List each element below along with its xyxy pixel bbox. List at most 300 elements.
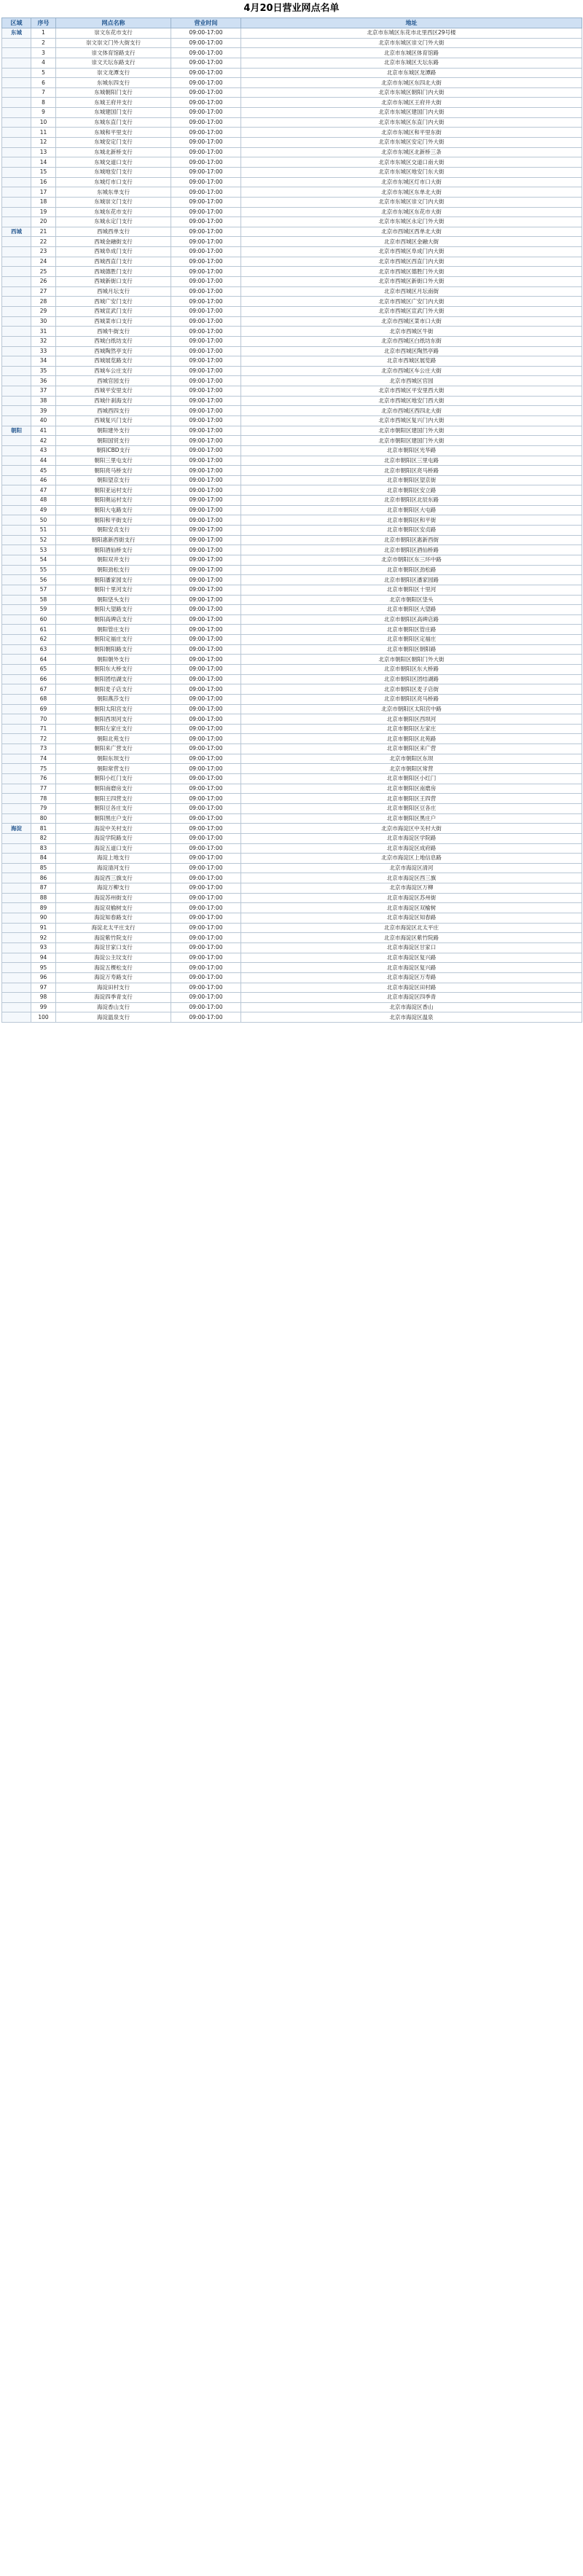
address-cell: 北京市朝阳区亮马桥路 bbox=[241, 694, 582, 704]
table-row bbox=[2, 306, 582, 316]
hours-cell: 09:00-17:00 bbox=[171, 187, 241, 198]
branch-name-cell: 海淀知春路支行 bbox=[56, 913, 171, 924]
table-row bbox=[2, 933, 582, 943]
hours-cell: 09:00-17:00 bbox=[171, 475, 241, 485]
region-cell bbox=[2, 68, 31, 78]
region-cell bbox=[2, 128, 31, 138]
hours-cell: 09:00-17:00 bbox=[171, 496, 241, 506]
address-cell: 北京市西城区金融大街 bbox=[241, 237, 582, 247]
region-cell bbox=[2, 297, 31, 307]
hours-cell: 09:00-17:00 bbox=[171, 893, 241, 903]
table-row bbox=[2, 595, 582, 605]
branch-name-cell: 崇文崇文门外大街支行 bbox=[56, 38, 171, 48]
branch-name-cell: 东城东四支行 bbox=[56, 78, 171, 88]
region-cell bbox=[2, 485, 31, 496]
index-cell: 11 bbox=[31, 128, 56, 138]
address-cell: 北京市朝阳区高碑店路 bbox=[241, 614, 582, 625]
region-cell bbox=[2, 605, 31, 615]
table-row bbox=[2, 336, 582, 346]
region-cell bbox=[2, 883, 31, 894]
table-row bbox=[2, 774, 582, 784]
region-cell bbox=[2, 445, 31, 456]
index-cell: 67 bbox=[31, 684, 56, 695]
index-cell: 92 bbox=[31, 933, 56, 943]
region-cell bbox=[2, 415, 31, 426]
branch-name-cell: 崇文体育馆路支行 bbox=[56, 48, 171, 58]
region-cell bbox=[2, 863, 31, 873]
table-row bbox=[2, 456, 582, 466]
address-cell: 北京市海淀区万寿路 bbox=[241, 972, 582, 983]
hours-cell: 09:00-17:00 bbox=[171, 128, 241, 138]
address-cell: 北京市西城区官园 bbox=[241, 376, 582, 386]
index-cell: 79 bbox=[31, 803, 56, 813]
table-row bbox=[2, 764, 582, 774]
index-cell: 3 bbox=[31, 48, 56, 58]
index-cell: 53 bbox=[31, 545, 56, 555]
address-cell: 北京市海淀区双榆树 bbox=[241, 903, 582, 913]
table-row bbox=[2, 117, 582, 128]
index-cell: 63 bbox=[31, 644, 56, 655]
table-row bbox=[2, 68, 582, 78]
region-cell bbox=[2, 496, 31, 506]
branch-name-cell: 西城宣武门支行 bbox=[56, 306, 171, 316]
table-row bbox=[2, 655, 582, 665]
table-row bbox=[2, 972, 582, 983]
address-cell: 北京市东城区地安门东大街 bbox=[241, 167, 582, 177]
table-row bbox=[2, 903, 582, 913]
hours-cell: 09:00-17:00 bbox=[171, 684, 241, 695]
hours-cell: 09:00-17:00 bbox=[171, 535, 241, 545]
index-cell: 83 bbox=[31, 843, 56, 854]
address-cell: 北京市朝阳区酒仙桥路 bbox=[241, 545, 582, 555]
index-cell: 47 bbox=[31, 485, 56, 496]
hours-cell: 09:00-17:00 bbox=[171, 833, 241, 843]
hours-cell: 09:00-17:00 bbox=[171, 456, 241, 466]
address-cell: 北京市西城区广安门内大街 bbox=[241, 297, 582, 307]
table-row bbox=[2, 237, 582, 247]
branch-name-cell: 东城东单支行 bbox=[56, 187, 171, 198]
branch-name-cell: 海淀五棵松支行 bbox=[56, 963, 171, 973]
region-cell bbox=[2, 267, 31, 277]
index-cell: 94 bbox=[31, 953, 56, 963]
table-row bbox=[2, 247, 582, 257]
branch-name-cell: 崇文天坛东路支行 bbox=[56, 58, 171, 68]
branch-name-cell: 朝阳南磨房支行 bbox=[56, 784, 171, 794]
table-row bbox=[2, 644, 582, 655]
branch-name-cell: 朝阳潘家园支行 bbox=[56, 575, 171, 585]
hours-cell: 09:00-17:00 bbox=[171, 227, 241, 237]
region-cell bbox=[2, 526, 31, 536]
hours-cell: 09:00-17:00 bbox=[171, 415, 241, 426]
table-row bbox=[2, 515, 582, 526]
region-cell bbox=[2, 983, 31, 993]
address-cell: 北京市朝阳区十里河 bbox=[241, 585, 582, 595]
index-cell: 14 bbox=[31, 157, 56, 168]
index-cell: 7 bbox=[31, 87, 56, 98]
table-row bbox=[2, 366, 582, 376]
address-cell: 北京市朝阳区南磨房 bbox=[241, 784, 582, 794]
region-cell bbox=[2, 893, 31, 903]
table-row bbox=[2, 575, 582, 585]
table-row bbox=[2, 993, 582, 1003]
branch-name-cell: 海淀北太平庄支行 bbox=[56, 923, 171, 933]
table-row bbox=[2, 426, 582, 436]
address-cell: 北京市东城区安定门外大街 bbox=[241, 138, 582, 148]
address-cell: 北京市西城区白纸坊东街 bbox=[241, 336, 582, 346]
branch-name-cell: 朝阳三里屯支行 bbox=[56, 456, 171, 466]
region-cell bbox=[2, 764, 31, 774]
table-row bbox=[2, 396, 582, 406]
index-cell: 28 bbox=[31, 297, 56, 307]
index-cell: 37 bbox=[31, 386, 56, 397]
index-cell: 66 bbox=[31, 674, 56, 684]
address-cell: 北京市东城区崇文门内大街 bbox=[241, 197, 582, 207]
branch-name-cell: 西城复兴门支行 bbox=[56, 415, 171, 426]
address-cell: 北京市东城区建国门内大街 bbox=[241, 108, 582, 118]
region-cell bbox=[2, 635, 31, 645]
region-cell bbox=[2, 644, 31, 655]
index-cell: 60 bbox=[31, 614, 56, 625]
region-cell bbox=[2, 784, 31, 794]
branch-name-cell: 西城车公庄支行 bbox=[56, 366, 171, 376]
index-cell: 8 bbox=[31, 98, 56, 108]
index-cell: 51 bbox=[31, 526, 56, 536]
branch-name-cell: 海淀紫竹院支行 bbox=[56, 933, 171, 943]
region-cell bbox=[2, 942, 31, 953]
address-cell: 北京市西城区地安门西大街 bbox=[241, 396, 582, 406]
region-cell bbox=[2, 903, 31, 913]
table-row bbox=[2, 466, 582, 476]
branch-name-cell: 朝阳王四营支行 bbox=[56, 794, 171, 804]
region-cell bbox=[2, 456, 31, 466]
region-cell: 朝阳 bbox=[2, 426, 31, 436]
table-row bbox=[2, 843, 582, 854]
branch-name-cell: 海淀五道口支行 bbox=[56, 843, 171, 854]
address-cell: 北京市西城区平安里西大街 bbox=[241, 386, 582, 397]
address-cell: 北京市东城区体育馆路 bbox=[241, 48, 582, 58]
region-cell bbox=[2, 157, 31, 168]
index-cell: 23 bbox=[31, 247, 56, 257]
region-cell bbox=[2, 794, 31, 804]
hours-cell: 09:00-17:00 bbox=[171, 316, 241, 327]
table-row bbox=[2, 138, 582, 148]
address-cell: 北京市朝阳区来广营 bbox=[241, 744, 582, 754]
address-cell: 北京市东城区东花市大街 bbox=[241, 207, 582, 217]
table-row bbox=[2, 267, 582, 277]
hours-cell: 09:00-17:00 bbox=[171, 386, 241, 397]
index-cell: 25 bbox=[31, 267, 56, 277]
branch-name-cell: 海淀温泉支行 bbox=[56, 1012, 171, 1023]
table-row bbox=[2, 794, 582, 804]
address-cell: 北京市海淀区成府路 bbox=[241, 843, 582, 854]
index-cell: 38 bbox=[31, 396, 56, 406]
hours-cell: 09:00-17:00 bbox=[171, 923, 241, 933]
index-cell: 100 bbox=[31, 1012, 56, 1023]
table-row bbox=[2, 983, 582, 993]
address-cell: 北京市朝阳区黑庄户 bbox=[241, 813, 582, 824]
hours-cell: 09:00-17:00 bbox=[171, 485, 241, 496]
address-cell: 北京市海淀区北太平庄 bbox=[241, 923, 582, 933]
address-cell: 北京市西城区展览路 bbox=[241, 356, 582, 367]
table-row bbox=[2, 704, 582, 714]
table-row bbox=[2, 257, 582, 267]
address-cell: 北京市朝阳区惠新西街 bbox=[241, 535, 582, 545]
address-cell: 北京市海淀区清河 bbox=[241, 863, 582, 873]
table-row bbox=[2, 953, 582, 963]
region-cell bbox=[2, 207, 31, 217]
branch-name-cell: 朝阳垡头支行 bbox=[56, 595, 171, 605]
address-cell: 北京市朝阳区东坝 bbox=[241, 754, 582, 764]
region-cell bbox=[2, 138, 31, 148]
table-row bbox=[2, 913, 582, 924]
address-cell: 北京市朝阳区三里屯路 bbox=[241, 456, 582, 466]
index-cell: 82 bbox=[31, 833, 56, 843]
region-cell bbox=[2, 167, 31, 177]
branch-name-cell: 东城永定门支行 bbox=[56, 217, 171, 227]
address-cell: 北京市西城区西直门内大街 bbox=[241, 257, 582, 267]
address-cell: 北京市朝阳区光华路 bbox=[241, 445, 582, 456]
hours-cell: 09:00-17:00 bbox=[171, 883, 241, 894]
region-cell bbox=[2, 366, 31, 376]
address-cell: 北京市海淀区温泉 bbox=[241, 1012, 582, 1023]
branch-name-cell: 海淀苏州街支行 bbox=[56, 893, 171, 903]
table-row bbox=[2, 754, 582, 764]
region-cell bbox=[2, 177, 31, 187]
index-cell: 27 bbox=[31, 286, 56, 297]
branch-name-cell: 朝阳麦子店支行 bbox=[56, 684, 171, 695]
table-row bbox=[2, 217, 582, 227]
branch-name-cell: 海淀四季青支行 bbox=[56, 993, 171, 1003]
region-cell bbox=[2, 714, 31, 725]
index-cell: 93 bbox=[31, 942, 56, 953]
branch-name-cell: 朝阳团结湖支行 bbox=[56, 674, 171, 684]
region-cell bbox=[2, 972, 31, 983]
address-cell: 北京市东城区王府井大街 bbox=[241, 98, 582, 108]
region-cell bbox=[2, 684, 31, 695]
table-row bbox=[2, 147, 582, 157]
region-cell bbox=[2, 535, 31, 545]
index-cell: 75 bbox=[31, 764, 56, 774]
address-cell: 北京市海淀区紫竹院路 bbox=[241, 933, 582, 943]
branch-name-cell: 朝阳定福庄支行 bbox=[56, 635, 171, 645]
region-cell bbox=[2, 993, 31, 1003]
branch-name-cell: 西城西单支行 bbox=[56, 227, 171, 237]
index-cell: 80 bbox=[31, 813, 56, 824]
table-row bbox=[2, 833, 582, 843]
branch-name-cell: 海淀清河支行 bbox=[56, 863, 171, 873]
table-row bbox=[2, 78, 582, 88]
hours-cell: 09:00-17:00 bbox=[171, 68, 241, 78]
index-cell: 69 bbox=[31, 704, 56, 714]
address-cell: 北京市西城区德胜门外大街 bbox=[241, 267, 582, 277]
hours-cell: 09:00-17:00 bbox=[171, 635, 241, 645]
index-cell: 26 bbox=[31, 277, 56, 287]
table-row bbox=[2, 873, 582, 883]
region-cell bbox=[2, 376, 31, 386]
table-row bbox=[2, 565, 582, 575]
hours-cell: 09:00-17:00 bbox=[171, 87, 241, 98]
branch-name-cell: 朝阳望京支行 bbox=[56, 475, 171, 485]
address-cell: 北京市海淀区万柳 bbox=[241, 883, 582, 894]
region-cell bbox=[2, 505, 31, 515]
region-cell bbox=[2, 843, 31, 854]
hours-cell: 09:00-17:00 bbox=[171, 356, 241, 367]
region-cell bbox=[2, 257, 31, 267]
region-cell bbox=[2, 813, 31, 824]
address-cell: 北京市东城区龙潭路 bbox=[241, 68, 582, 78]
index-cell: 97 bbox=[31, 983, 56, 993]
branch-name-cell: 西城平安里支行 bbox=[56, 386, 171, 397]
index-cell: 29 bbox=[31, 306, 56, 316]
address-cell: 北京市东城区和平里东街 bbox=[241, 128, 582, 138]
index-cell: 88 bbox=[31, 893, 56, 903]
branch-name-cell: 朝阳左家庄支行 bbox=[56, 724, 171, 734]
hours-cell: 09:00-17:00 bbox=[171, 237, 241, 247]
index-cell: 44 bbox=[31, 456, 56, 466]
table-row bbox=[2, 963, 582, 973]
address-cell: 北京市朝阳区和平街 bbox=[241, 515, 582, 526]
table-row bbox=[2, 415, 582, 426]
hours-cell: 09:00-17:00 bbox=[171, 794, 241, 804]
table-row bbox=[2, 1002, 582, 1012]
hours-cell: 09:00-17:00 bbox=[171, 843, 241, 854]
branch-name-cell: 朝阳西坝河支行 bbox=[56, 714, 171, 725]
hours-cell: 09:00-17:00 bbox=[171, 396, 241, 406]
index-cell: 87 bbox=[31, 883, 56, 894]
region-cell: 西城 bbox=[2, 227, 31, 237]
branch-name-cell: 朝阳东坝支行 bbox=[56, 754, 171, 764]
branch-name-cell: 海淀公主坟支行 bbox=[56, 953, 171, 963]
table-row bbox=[2, 445, 582, 456]
branch-name-cell: 西城德胜门支行 bbox=[56, 267, 171, 277]
region-cell bbox=[2, 286, 31, 297]
table-row bbox=[2, 297, 582, 307]
branch-name-cell: 东城崇文门支行 bbox=[56, 197, 171, 207]
region-cell bbox=[2, 147, 31, 157]
table-row bbox=[2, 535, 582, 545]
branch-name-cell: 海淀上地支行 bbox=[56, 854, 171, 864]
branch-name-cell: 朝阳东大桥支行 bbox=[56, 665, 171, 675]
address-cell: 北京市朝阳区北苑路 bbox=[241, 734, 582, 744]
hours-cell: 09:00-17:00 bbox=[171, 555, 241, 565]
region-cell bbox=[2, 466, 31, 476]
table-row bbox=[2, 108, 582, 118]
index-cell: 40 bbox=[31, 415, 56, 426]
hours-cell: 09:00-17:00 bbox=[171, 933, 241, 943]
index-cell: 54 bbox=[31, 555, 56, 565]
table-row bbox=[2, 286, 582, 297]
table-row bbox=[2, 505, 582, 515]
hours-cell: 09:00-17:00 bbox=[171, 515, 241, 526]
region-cell bbox=[2, 306, 31, 316]
branch-name-cell: 西城牛街支行 bbox=[56, 327, 171, 337]
branch-name-cell: 东城安定门支行 bbox=[56, 138, 171, 148]
address-cell: 北京市海淀区田村路 bbox=[241, 983, 582, 993]
table-row bbox=[2, 923, 582, 933]
region-cell: 东城 bbox=[2, 28, 31, 39]
address-cell: 北京市朝阳区大望路 bbox=[241, 605, 582, 615]
branch-name-cell: 朝阳大屯路支行 bbox=[56, 505, 171, 515]
table-row bbox=[2, 883, 582, 894]
index-cell: 91 bbox=[31, 923, 56, 933]
branch-name-cell: 海淀万寿路支行 bbox=[56, 972, 171, 983]
branch-name-cell: 朝阳惠新西街支行 bbox=[56, 535, 171, 545]
index-cell: 89 bbox=[31, 903, 56, 913]
address-cell: 北京市东城区崇文门外大街 bbox=[241, 38, 582, 48]
index-cell: 2 bbox=[31, 38, 56, 48]
page-title: 4月20日营业网点名单 bbox=[243, 3, 340, 14]
region-cell bbox=[2, 803, 31, 813]
hours-cell: 09:00-17:00 bbox=[171, 625, 241, 635]
region-cell bbox=[2, 873, 31, 883]
branch-name-cell: 朝阳朝外支行 bbox=[56, 655, 171, 665]
hours-cell: 09:00-17:00 bbox=[171, 197, 241, 207]
branch-name-cell: 朝阳劲松支行 bbox=[56, 565, 171, 575]
index-cell: 76 bbox=[31, 774, 56, 784]
table-row bbox=[2, 893, 582, 903]
index-cell: 90 bbox=[31, 913, 56, 924]
branch-name-cell: 朝阳太阳宫支行 bbox=[56, 704, 171, 714]
hours-cell: 09:00-17:00 bbox=[171, 177, 241, 187]
branch-name-cell: 崇文东花市支行 bbox=[56, 28, 171, 39]
branch-name-cell: 朝阳大望路支行 bbox=[56, 605, 171, 615]
branch-name-cell: 西城展览路支行 bbox=[56, 356, 171, 367]
hours-cell: 09:00-17:00 bbox=[171, 873, 241, 883]
index-cell: 72 bbox=[31, 734, 56, 744]
index-cell: 52 bbox=[31, 535, 56, 545]
hours-cell: 09:00-17:00 bbox=[171, 784, 241, 794]
index-cell: 1 bbox=[31, 28, 56, 39]
address-cell: 北京市西城区西单北大街 bbox=[241, 227, 582, 237]
table-row bbox=[2, 824, 582, 834]
branch-name-cell: 东城北新桥支行 bbox=[56, 147, 171, 157]
index-cell: 48 bbox=[31, 496, 56, 506]
hours-cell: 09:00-17:00 bbox=[171, 714, 241, 725]
hours-cell: 09:00-17:00 bbox=[171, 426, 241, 436]
col-hours: 营业时间 bbox=[171, 18, 241, 28]
hours-cell: 09:00-17:00 bbox=[171, 704, 241, 714]
address-cell: 北京市西城区牛街 bbox=[241, 327, 582, 337]
hours-cell: 09:00-17:00 bbox=[171, 376, 241, 386]
hours-cell: 09:00-17:00 bbox=[171, 257, 241, 267]
region-cell bbox=[2, 614, 31, 625]
table-row bbox=[2, 197, 582, 207]
address-cell: 北京市东城区交道口南大街 bbox=[241, 157, 582, 168]
address-cell: 北京市海淀区知春路 bbox=[241, 913, 582, 924]
hours-cell: 09:00-17:00 bbox=[171, 585, 241, 595]
table-row bbox=[2, 346, 582, 356]
address-cell: 北京市朝阳区朝阳门外大街 bbox=[241, 655, 582, 665]
table-row bbox=[2, 406, 582, 416]
address-cell: 北京市海淀区甘家口 bbox=[241, 942, 582, 953]
branch-name-cell: 海淀万柳支行 bbox=[56, 883, 171, 894]
hours-cell: 09:00-17:00 bbox=[171, 972, 241, 983]
region-cell bbox=[2, 117, 31, 128]
hours-cell: 09:00-17:00 bbox=[171, 983, 241, 993]
hours-cell: 09:00-17:00 bbox=[171, 78, 241, 88]
address-cell: 北京市东城区东单北大街 bbox=[241, 187, 582, 198]
hours-cell: 09:00-17:00 bbox=[171, 445, 241, 456]
index-cell: 30 bbox=[31, 316, 56, 327]
branch-name-cell: 海淀西三旗支行 bbox=[56, 873, 171, 883]
region-cell bbox=[2, 515, 31, 526]
address-cell: 北京市东城区灯市口大街 bbox=[241, 177, 582, 187]
region-cell bbox=[2, 327, 31, 337]
table-row bbox=[2, 813, 582, 824]
branch-name-cell: 朝阳管庄支行 bbox=[56, 625, 171, 635]
region-cell bbox=[2, 774, 31, 784]
hours-cell: 09:00-17:00 bbox=[171, 963, 241, 973]
